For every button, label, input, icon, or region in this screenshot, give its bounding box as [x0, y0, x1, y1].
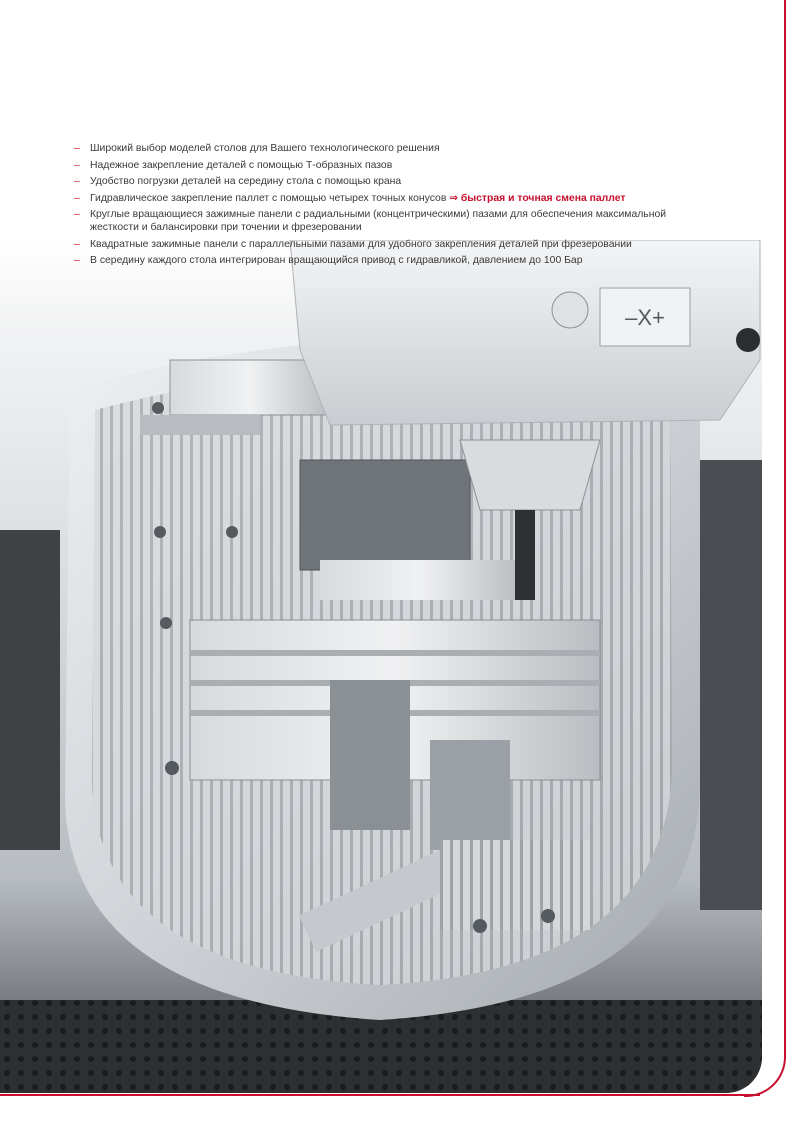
feature-text: Широкий выбор моделей столов для Вашего технологического решения: [90, 143, 440, 154]
spindle: [460, 440, 600, 510]
feature-text: Гидравлическое закрепление паллет с помощью четырех точных конусов: [90, 192, 447, 204]
feature-text: Круглые вращающиеся зажимные панели с радиальными (концентрическими) пазами для обеспечения максимальной жесткости и балансировки при точении и фрезеровании: [90, 209, 667, 233]
feature-item: [74, 238, 684, 251]
feature-item: [74, 142, 684, 155]
feature-item: [74, 175, 684, 188]
feature-text: Квадратные зажимные панели с параллельными пазами для удобного закрепления деталей при фрезеровании: [90, 238, 632, 250]
list-dash: –: [74, 176, 80, 187]
feature-item: [74, 208, 684, 234]
feature-text: Надежное закрепление деталей с помощью Т-образных пазов: [90, 159, 393, 171]
sub-plate: [440, 840, 590, 930]
clamp-rail-shadow: [140, 415, 260, 435]
list-dash: –: [74, 209, 80, 220]
list-dash: –: [74, 255, 80, 266]
fixture-block: [330, 680, 410, 830]
left-wall: [0, 530, 60, 850]
cutting-tool: [515, 510, 535, 600]
list-dash: –: [74, 238, 80, 250]
spindle-cap: [552, 292, 588, 328]
feature-item: [74, 192, 684, 205]
clamp-rail-top: [170, 360, 330, 415]
feature-text: В середину каждого стола интегрирован вращающийся привод с гидравликой, давлением до 100 Бар: [90, 255, 583, 266]
feature-item: [74, 159, 684, 172]
vise: [300, 460, 470, 570]
page-edge-bottom: [0, 1094, 760, 1096]
feature-list: [74, 142, 684, 271]
fixture-block-2: [430, 740, 510, 850]
machine-table-photo: [0, 240, 762, 1093]
list-dash: –: [74, 159, 80, 171]
machine-table-illustration: [0, 240, 762, 1093]
coolant-nozzle: [736, 328, 760, 352]
right-wall: [700, 460, 762, 910]
vise-jaw: [320, 560, 520, 600]
arrow-icon: ⇒: [449, 192, 458, 204]
feature-highlight: быстрая и точная смена паллет: [460, 192, 626, 204]
list-dash: –: [74, 143, 80, 154]
list-dash: –: [74, 192, 80, 204]
feature-text: Удобство погрузки деталей на середину стола с помощью крана: [90, 176, 402, 187]
feature-item: [74, 254, 684, 267]
axis-label: –X+: [625, 305, 665, 330]
